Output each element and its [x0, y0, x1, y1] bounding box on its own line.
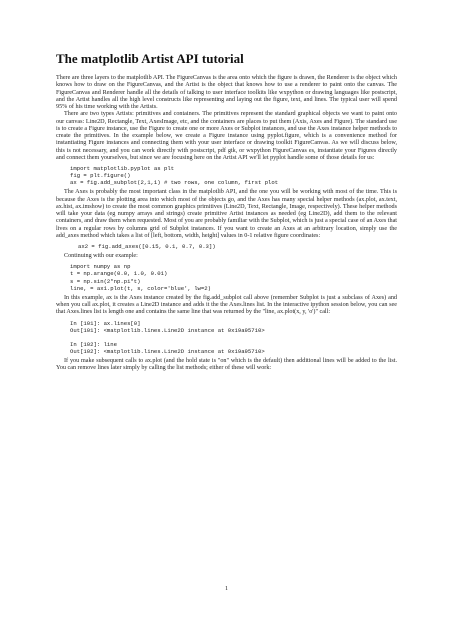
paragraph-continuing: Continuing with our example:: [64, 253, 138, 260]
page-number: 1: [224, 585, 229, 592]
page-title: The matplotlib Artist API tutorial: [56, 51, 244, 66]
code-block-figure: import matplotlib.pyplot as plt fig = plt.figure() ax = fig.add_subplot(2,1,1) # two rows, one column, first plot: [70, 165, 279, 187]
paragraph-artist-types: There are two types Artists: primitives and containers. The primitives represent the standard graphical objects we want to paint onto our canvas: Line2D, Rectangle, Text, AxesImage, etc, and the containers are places to put them (Axis, Axes and Figure). The standard use is to create a Figure instance, use the Figure to create one or more Axes or Subplot instances, and use the Axes instance helper methods to create the primitives. In the example below, we create a Figure instance using pyplot.figure, which is a convenience method for instantiating Figure instances and connecting them with your user interface or drawing toolkit FigureCanvas. As we will discuss below, this is not necessary, and you can work directly with postscript, pdf gtk, or wxpython FigureCanvas es, instantiate your Figures directly and connect them yourselves, but since we are focusing here on the Artist API we'll let pyplot handle some of those details for us:: [56, 111, 397, 161]
paragraph-lines-list: In this example, ax is the Axes instance created by the fig.add_subplot call above (remember Subplot is just a subclass of Axes) and when you call ax.plot, it creates a Line2D instance and adds it the the Axes.lines list. In the interactive ipython session below, you can see that Axes.lines list is length one and contains the same line that was returned by the "line, ax.plot(x, y, 'o')" call:: [56, 294, 397, 316]
code-block-plot: import numpy as np t = np.arange(0.0, 1.0, 0.01) s = np.sin(2*np.pi*t) line, = ax1.plot(t, s, color='blue', lw=2): [70, 263, 211, 292]
code-block-add-axes: ax2 = fig.add_axes([0.15, 0.1, 0.7, 0.3]): [78, 243, 216, 251]
paragraph-intro: There are three layers to the matplotlib API. The FigureCanvas is the area onto which the figure is drawn, the Renderer is the object which knows how to draw on the FigureCanvas, and the Artist is the object that knows how to use a renderer to paint onto the canvas. The FigureCanvas and Renderer handle all the details of talking to user interface toolkits like wxpython or drawing languages like postscript, and the Artist handles all the high level constructs like representing and laying out the figure, text, and lines. The typical user will spend 95% of his time working with the Artists.: [56, 75, 397, 110]
document-body: [56, 51, 397, 372]
paragraph-axes: The Axes is probably the most important class in the matplotlib API, and the one you will be working with most of the time. This is because the Axes is the plotting area into which most of the objects go, and the Axes has many special helper methods (ax.plot, ax.text, ax.hist, ax.imshow) to create the most common graphics primitives (Line2D, Text, Rectangle, Image, respectively). These helper methods will take your data (eg numpy arrays and strings) create primitive Artist instances as needed (eg Line2D), add them to the relevant containers, and draw them when requested. Most of you are probably familiar with the Subplot, which is just a special case of an Axes that lives on a regular rows by columns grid of Subplot instances. If you want to create an Axes at an arbitrary location, simply use the add_axes method which takes a list of [left, bottom, width, height] values in 0-1 relative figure coordinates:: [56, 189, 397, 239]
paragraph-subsequent-calls: If you make subsequent calls to ax.plot (and the hold state is "on" which is the default) then additional lines will be added to the list. You can remove lines later simply by calling the list methods; either of these will work:: [56, 357, 397, 372]
code-block-ipython: In [101]: ax.lines[0] Out[101]: <matplotlib.lines.Line2D instance at 0x19a95710> In [102]: line Out[102]: <matplotlib.lines.Line2D instance at 0x19a95710>: [70, 319, 265, 355]
